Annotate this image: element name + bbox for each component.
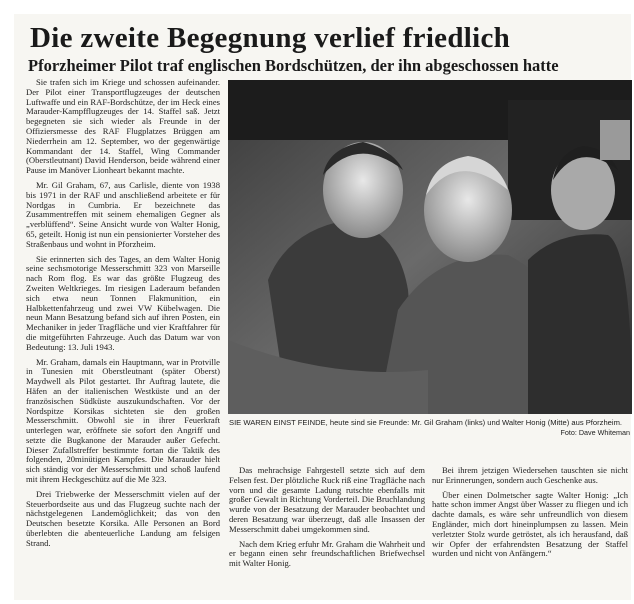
- paragraph: Über einen Dolmetscher sagte Walter Honig: „Ich hatte schon immer Angst über Wasser zu fliegen und ich dachte damals, es wäre sehr unfreundlich von diesem Engländer, mich dort hineinplumpsen zu lassen. Mein verletzter Stolz wurde getröstet, als ich herausfand, daß wir Opfer der erfahrendsten Besatzung der Staffel wurden und nicht von Anfängern.“: [432, 489, 628, 559]
- news-photo: [228, 80, 632, 414]
- paragraph: Drei Triebwerke der Messerschmitt vielen auf der Steuerbordseite aus und das Flugzeug suchte nach der nächstgelegenen Landemöglichkeit; das von den Deutschen besetzte Korsika. Alle Personen an Bord überlebten die abenteuerliche Landung am felsigen Strand.: [26, 488, 220, 548]
- paragraph: Sie erinnerten sich des Tages, an dem Walter Honig seine sechsmotorige Messerschmitt 323 von Marseille nach Rom flog. Es war das größte Flugzeug des Zweiten Weltkrieges. Im riesigen Laderaum befanden sich etwa neun Tonnen Flakmunition, ein Halbkettenfahrzeug und zwei VW Kübelwagen. Die neun Mann Besatzung befand sich auf ihren Posten, ein Mechaniker in jeder Tragfläche und vier Kraftfahrer für die mitgeführten Fahrzeuge. Auch das Datum war von Bedeutung: 13. Juli 1943.: [26, 253, 220, 352]
- left-column: [26, 78, 220, 596]
- photo-image: [228, 80, 632, 414]
- headline: Die zweite Begegnung verlief friedlich: [30, 22, 511, 54]
- paragraph: Sie trafen sich im Kriege und schossen aufeinander. Der Pilot einer Transportflugzeuges der deutschen Luftwaffe und ein RAF-Bordschütze, der im Heck eines Marauder-Kampfflugzeuges der 14. Staffel saß. Jetzt begegneten sie sich wieder als Freunde in der Offiziersmesse des RAF Flugplatzes Brüggen am Niederrhein am 12. September, wo der gegenwärtige Kommandant der 14. Staffel, Wing Commander (Oberstleutnant) David Henderson, beide während einer Pause im Manöver Lionheart bekannt machte.: [26, 78, 220, 176]
- subheadline: Pforzheimer Pilot traf englischen Bordschützen, der ihn abgeschossen hatte: [28, 56, 559, 75]
- paragraph: Mr. Graham, damals ein Hauptmann, war in Protville in Tunesien mit Oberstleutnant (später Oberst) Maydwell als Pilot gestartet. Ihr Auftrag lautete, die Häfen an der italienischen Westküste und an der französischen Südküste auszukundschaften. Vor der Nordspitze Korsikas sichteten sie den großen Messerschmitt. Obwohl sie in ihrer Feuerkraft unterlegen war, eröffnete sie sofort den Angriff und setzte die Bugkanone der Marauder außer Gefecht. Dieser Zufallstreffer bestimmte fortan die Taktik des folgenden, 20minütigen Kampfes. Die Marauder hielt sich ständig vor der Messerschmitt und schoß laufend mit ihrem Heckgeschütz auf die Me 323.: [26, 356, 220, 485]
- paragraph: Nach dem Krieg erfuhr Mr. Graham die Wahrheit und er begann einen sehr freundschaftlichen Briefwechsel mit Walter Honig.: [229, 538, 425, 569]
- middle-column: [229, 466, 425, 594]
- paragraph: Bei ihrem jetzigen Wiedersehen tauschten sie nicht nur Erinnerungen, sondern auch Geschenke aus.: [432, 466, 628, 485]
- paragraph: Das mehrachsige Fahrgestell setzte sich auf dem Felsen fest. Der plötzliche Ruck riß eine Tragfläche nach vorn und die gesamte Ladung rutschte ebenfalls mit großer Gewalt in Richtung Vorderteil. Die Bruchlandung wurde von der Besatzung der Marauder beobachtet und deren Besatzung war überzeugt, daß alle Insassen der Messerschmitt dabei umgekommen sind.: [229, 466, 425, 534]
- right-column: [432, 466, 628, 594]
- photo-caption: SIE WAREN EINST FEINDE, heute sind sie Freunde: Mr. Gil Graham (links) und Walter Honig (Mitte) aus Pforzheim.: [229, 418, 623, 427]
- paragraph: Mr. Gil Graham, 67, aus Carlisle, diente von 1938 bis 1971 in der RAF und anschließend arbeitete er für Nordgas in Cumbria. Er bezeichnete das Zusammentreffen mit seinem ehemaligen Gegner als „verblüffend“. Seine Ansicht wurde von Walter Honig, 65, geteilt. Honig ist nun ein pensionierter Vorsteher des Straßenbaus und wohnt in Pforzheim.: [26, 179, 220, 249]
- photo-credit: Foto: Dave Whiteman: [560, 428, 630, 437]
